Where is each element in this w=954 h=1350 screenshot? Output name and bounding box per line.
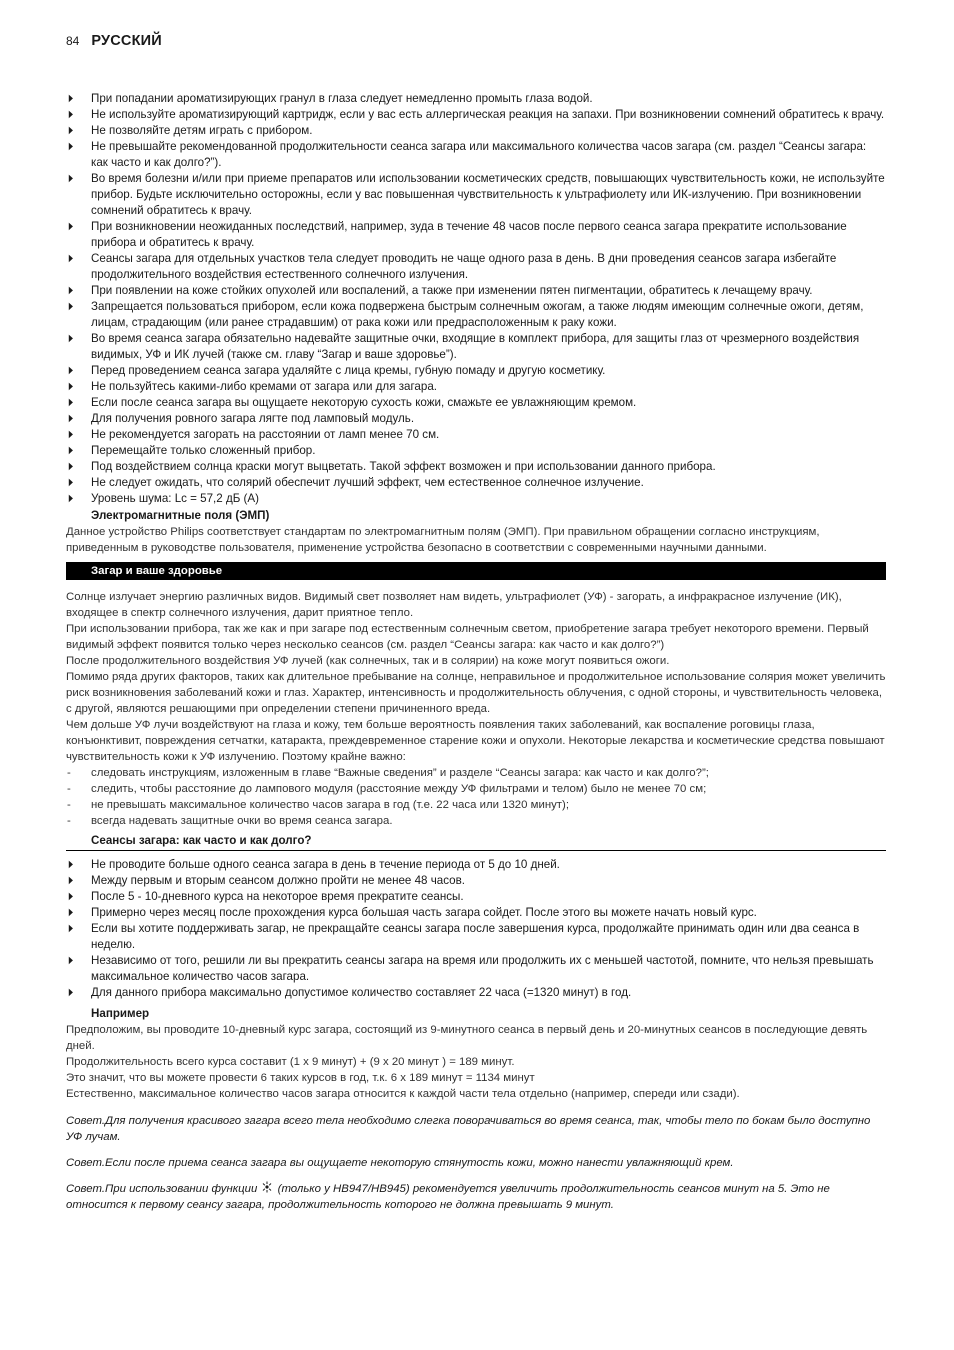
bullet-arrow-icon [67,171,75,187]
list-item: ▶ При попадании ароматизирующих гранул в глаза следует немедленно промыть глаза водой. [66,91,886,107]
list-item: ▶ Не используйте ароматизирующий картридж, если у вас есть аллергическая реакция на запахи. При возникновении сомнений обратитесь к врачу. [66,107,886,123]
bullet-arrow-icon [67,331,75,347]
section-heading-health: Загар и ваше здоровье [66,562,886,580]
list-item: ▶ Не проводите больше одного сеанса загара в день в течение периода от 5 до 10 дней. [66,857,886,873]
tip-note: Совет.Для получения красивого загара всего тела необходимо слегка поворачиваться во время сеанса, так, чтобы тело по бокам было доступно УФ лучам. [66,1115,871,1143]
bullet-arrow-icon [67,921,75,937]
list-item: ▶ После 5 - 10-дневного курса на некоторое время прекратите сеансы. [66,889,886,905]
health-paragraph: После продолжительного воздействия УФ лучей (как солнечных, так и в солярии) на коже могут появиться ожоги. [66,655,670,667]
list-item: - всегда надевать защитные очки во время сеанса загара. [67,815,393,827]
list-item: ▶ Если после сеанса загара вы ощущаете некоторую сухость кожи, смажьте ее увлажняющим кремом. [66,395,886,411]
list-item: ▶ Запрещается пользоваться прибором, если кожа подвержена быстрым солнечным ожогам, а также людям имеющим солнечные ожоги, детям, лицам, страдающим (или ранее страдавшим) от рака кожи или предрасположенным к раку кожи. [66,299,886,331]
list-item: ▶ Если вы хотите поддерживать загар, не прекращайте сеансы загара после завершения курса, продолжайте принимать один или два сеанса в неделю. [66,921,886,953]
tip-note: Совет.Если после приема сеанса загара вы ощущаете некоторую стянутость кожи, можно нанести увлажняющий крем. [66,1157,734,1169]
list-item: ▶ Перед проведением сеанса загара удаляйте с лица кремы, губную помаду и другую косметику. [66,363,886,379]
example-line: Предположим, вы проводите 10-дневный курс загара, состоящий из 9-минутного сеанса в первый день и 20-минутных сеансов в последующие девять дней. [66,1024,868,1052]
list-item: - следить, чтобы расстояние до лампового модуля (расстояние между УФ фильтрами и телом) было не менее 70 см; [67,783,707,795]
bullet-arrow-icon [67,427,75,443]
bullet-arrow-icon [67,889,75,905]
bullet-arrow-icon [67,283,75,299]
list-item: ▶ Уровень шума: Lc = 57,2 дБ (A) [66,491,886,507]
health-paragraph: Солнце излучает энергию различных видов. Видимый свет позволяет нам видеть, ультрафиолет (УФ) - загорать, а инфракрасное излучение (ИК), входящее в спектр солнечного излучения, дарит приятное тепло. [66,591,842,619]
bullet-arrow-icon [67,395,75,411]
page-content [66,91,886,1213]
bullet-arrow-icon [67,905,75,921]
health-paragraph: При использовании прибора, так же как и при загаре под естественным солнечным светом, приобретение загара требует некоторого времени. Первый видимый эффект появится только через несколько сеансов (см. раздел “Сеансы загара: как часто и как долго?”) [66,623,869,651]
bullet-arrow-icon [67,219,75,235]
list-item: ▶ Не позволяйте детям играть с прибором. [66,123,886,139]
list-item: ▶ Не рекомендуется загорать на расстоянии от ламп менее 70 см. [66,427,886,443]
list-item: ▶ Примерно через месяц после прохождения курса большая часть загара сойдет. После этого вы можете начать новый курс. [66,905,886,921]
bullet-arrow-icon [67,107,75,123]
list-item: ▶ Во время болезни и/или при приеме препаратов или использовании косметических средств, повышающих чувствительность кожи, не используйте прибор. Будьте исключительно осторожны, если у вас повышенная чувствительность к ультрафиолету или ИК-излучению. При возникновении сомнений обратитесь к врачу. [66,171,886,219]
list-item: ▶ Для получения ровного загара лягте под ламповый модуль. [66,411,886,427]
bullet-arrow-icon [67,139,75,155]
bullet-arrow-icon [67,123,75,139]
bullet-arrow-icon [67,985,75,1001]
language-title: РУССКИЙ [91,33,162,49]
bullet-arrow-icon [67,411,75,427]
bullet-arrow-icon [67,91,75,107]
list-item: - не превышать максимальное количество часов загара в год (т.е. 22 часа или 1320 минут); [67,799,569,811]
bullet-arrow-icon [67,379,75,395]
emf-heading: Электромагнитные поля (ЭМП) [91,509,270,522]
sessions-bullet-list [66,857,886,1001]
tip-note: Совет.При использовании функции (только у HB947/HB945) рекомендуется увеличить продолжительность сеансов минут на 5. Это не относится к первому сеансу загара, продолжительность которого не должна превышать 9 минут. [66,1183,830,1211]
emf-paragraph: Данное устройство Philips соответствует стандартам по электромагнитным полям (ЭМП). При правильном обращении согласно инструкциям, приведенным в руководстве пользователя, применение устройства безопасно в соответствии с современными научными данными. [66,526,820,554]
list-item: ▶ Не превышайте рекомендованной продолжительности сеанса загара или максимального количества часов загара (см. раздел “Сеансы загара: как часто и как долго?”). [66,139,886,171]
list-item: ▶ Под воздействием солнца краски могут выцветать. Такой эффект возможен и при использовании данного прибора. [66,459,886,475]
health-paragraph: Помимо ряда других факторов, таких как длительное пребывание на солнце, неправильное и продолжительное использование солярия может увеличить риск возникновения заболеваний кожи и глаз. Характер, интенсивность и продолжительность облучения, с одной стороны, и чувствительность человека, с другой, являются решающими при определении степени причиненного вреда. [66,671,886,715]
bullet-arrow-icon [67,491,75,507]
list-item: ▶ Сеансы загара для отдельных участков тела следует проводить не чаще одного раза в день. В дни проведения сеансов загара избегайте продолжительного воздействия естественного солнечного излучения. [66,251,886,283]
bullet-arrow-icon [67,475,75,491]
bullet-arrow-icon [67,363,75,379]
example-heading: Например [91,1007,150,1020]
list-item: ▶ Не следует ожидать, что солярий обеспечит лучший эффект, чем естественное солнечное излучение. [66,475,886,491]
list-item: - следовать инструкциям, изложенным в главе “Важные сведения” и разделе “Сеансы загара: как часто и как долго?”; [67,767,709,779]
sun-icon [262,1181,272,1193]
example-line: Естественно, максимальное количество часов загара относится к каждой части тела отдельно (например, спереди или сзади). [66,1088,740,1100]
example-line: Это значит, что вы можете провести 6 таких курсов в год, т.к. 6 x 189 минут = 1134 минут [66,1072,535,1084]
example-line: Продолжительность всего курса составит (1 x 9 минут) + (9 x 20 минут ) = 189 минут. [66,1056,515,1068]
bullet-arrow-icon [67,459,75,475]
list-item: ▶ При появлении на коже стойких опухолей или воспалений, а также при изменении пятен пигментации, обратитесь к лечащему врачу. [66,283,886,299]
list-item: ▶ Между первым и вторым сеансом должно пройти не менее 48 часов. [66,873,886,889]
page-number: 84 [66,34,80,48]
page-header [66,33,162,49]
sessions-heading: Сеансы загара: как часто и как долго? [66,833,886,851]
list-item: ▶ При возникновении неожиданных последствий, например, зуда в течение 48 часов после первого сеанса загара прекратите использование прибора и обратитесь к врачу. [66,219,886,251]
bullet-arrow-icon [67,953,75,969]
list-item: ▶ Во время сеанса загара обязательно надевайте защитные очки, входящие в комплект прибора, для защиты глаз от чрезмерного воздействия видимых, УФ и ИК лучей (также см. главу “Загар и ваше здоровье”). [66,331,886,363]
list-item: ▶ Не пользуйтесь какими-либо кремами от загара или для загара. [66,379,886,395]
health-dash-list [66,765,886,829]
bullet-arrow-icon [67,443,75,459]
bullet-arrow-icon [67,251,75,267]
safety-bullet-list [66,91,886,507]
list-item: ▶ Независимо от того, решили ли вы прекратить сеансы загара на время или продолжить их с меньшей частотой, помните, что нельзя превышать максимальное количество часов загара. [66,953,886,985]
bullet-arrow-icon [67,299,75,315]
health-paragraph: Чем дольше УФ лучи воздействуют на глаза и кожу, тем больше вероятность появления таких заболеваний, как воспаление роговицы глаза, конъюнктивит, повреждения сетчатки, катаракта, преждевременное старение кожи и опухоли. Некоторые лекарства и косметические средства повышают чувствительность кожи к УФ излучению. Поэтому крайне важно: [66,719,885,763]
bullet-arrow-icon [67,873,75,889]
bullet-arrow-icon [67,857,75,873]
list-item: ▶ Для данного прибора максимально допустимое количество составляет 22 часа (=1320 минут) в год. [66,985,886,1001]
list-item: ▶ Перемещайте только сложенный прибор. [66,443,886,459]
